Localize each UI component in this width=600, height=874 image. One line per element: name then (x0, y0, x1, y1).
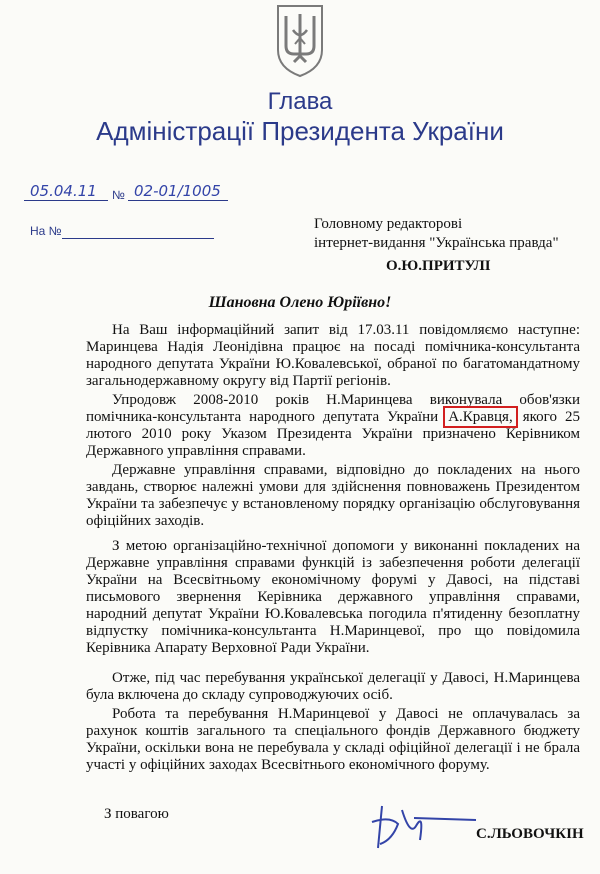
paragraph-2-text-a: Упродовж 2008-2010 років Н.Маринцева виконувала обов'язки помічника-консультанта народного депутата України (86, 392, 580, 425)
paragraph-4: З метою організаційно-технічної допомоги у виконанні покладених на Державне управління справами функцій із забезпечення роботи делегації України на Всесвітньому економічному форумі у Давосі, на підставі письмового звернення Керівника державного управління справами, народний депутат України Ю.Ковалевська погодила п'ятиденну безоплатну відпустку помічника-консультанта Н.Маринцевої, про що повідомила Керівника Апарату Верховної Ради України. (86, 538, 580, 656)
closing: З повагою (104, 806, 169, 822)
paragraph-5: Отже, під час перебування української делегації у Давосі, Н.Маринцева була включена до складу супроводжуючих осіб. (86, 670, 580, 703)
number-underline (128, 200, 228, 201)
signature-icon (368, 796, 478, 856)
salutation: Шановна Олено Юріївно! (208, 294, 392, 311)
date-underline (24, 200, 108, 201)
addressee-line2: інтернет-видання "Українська правда" (314, 235, 559, 251)
paragraph-3: Державне управління справами, відповідно до покладених на нього завдань, створює належні умови для здійснення повноважень Президентом України та забезпечує у встановленому порядку організацію обслуговування офіційних заходів. (86, 462, 580, 529)
paragraph-2-text-b: якого 25 лютого 2010 року Указом Президента України призначено Керівником Державного управління справами. (86, 409, 580, 459)
letterhead-subtitle: Адміністрації Президента України (96, 116, 504, 146)
reference-label: На № (30, 224, 62, 238)
paragraph-1: На Ваш інформаційний запит від 17.03.11 повідомляємо наступне: Маринцева Надія Леонідівна працює на посаді помічника-консультанта народного депутата України Ю.Ковалевської, обраної по багатомандатному загальнодержавному округу від Партії регіонів. (86, 322, 580, 389)
addressee-name: О.Ю.ПРИТУЛІ (386, 258, 491, 274)
trident-coat-of-arms-icon (274, 4, 326, 78)
reference-underline (62, 238, 214, 239)
number-sign: № (112, 188, 125, 202)
letterhead-title: Глава (267, 88, 333, 115)
paragraph-2 (86, 392, 580, 460)
paragraph-6: Робота та перебування Н.Маринцевої у Давосі не оплачувалась за рахунок коштів загального та спеціального фондів Державного бюджету України, оскільки вона не перебувала у складі офіційної делегації і не брала участі у офіційних заходах Всесвітнього економічного форуму. (86, 706, 580, 773)
signer-name: С.ЛЬОВОЧКІН (476, 826, 584, 842)
highlighted-name: А.Кравця, (448, 409, 513, 425)
outgoing-number: 02-01/1005 (134, 182, 221, 200)
addressee-line1: Головному редакторові (314, 216, 463, 232)
outgoing-date: 05.04.11 (30, 182, 97, 200)
